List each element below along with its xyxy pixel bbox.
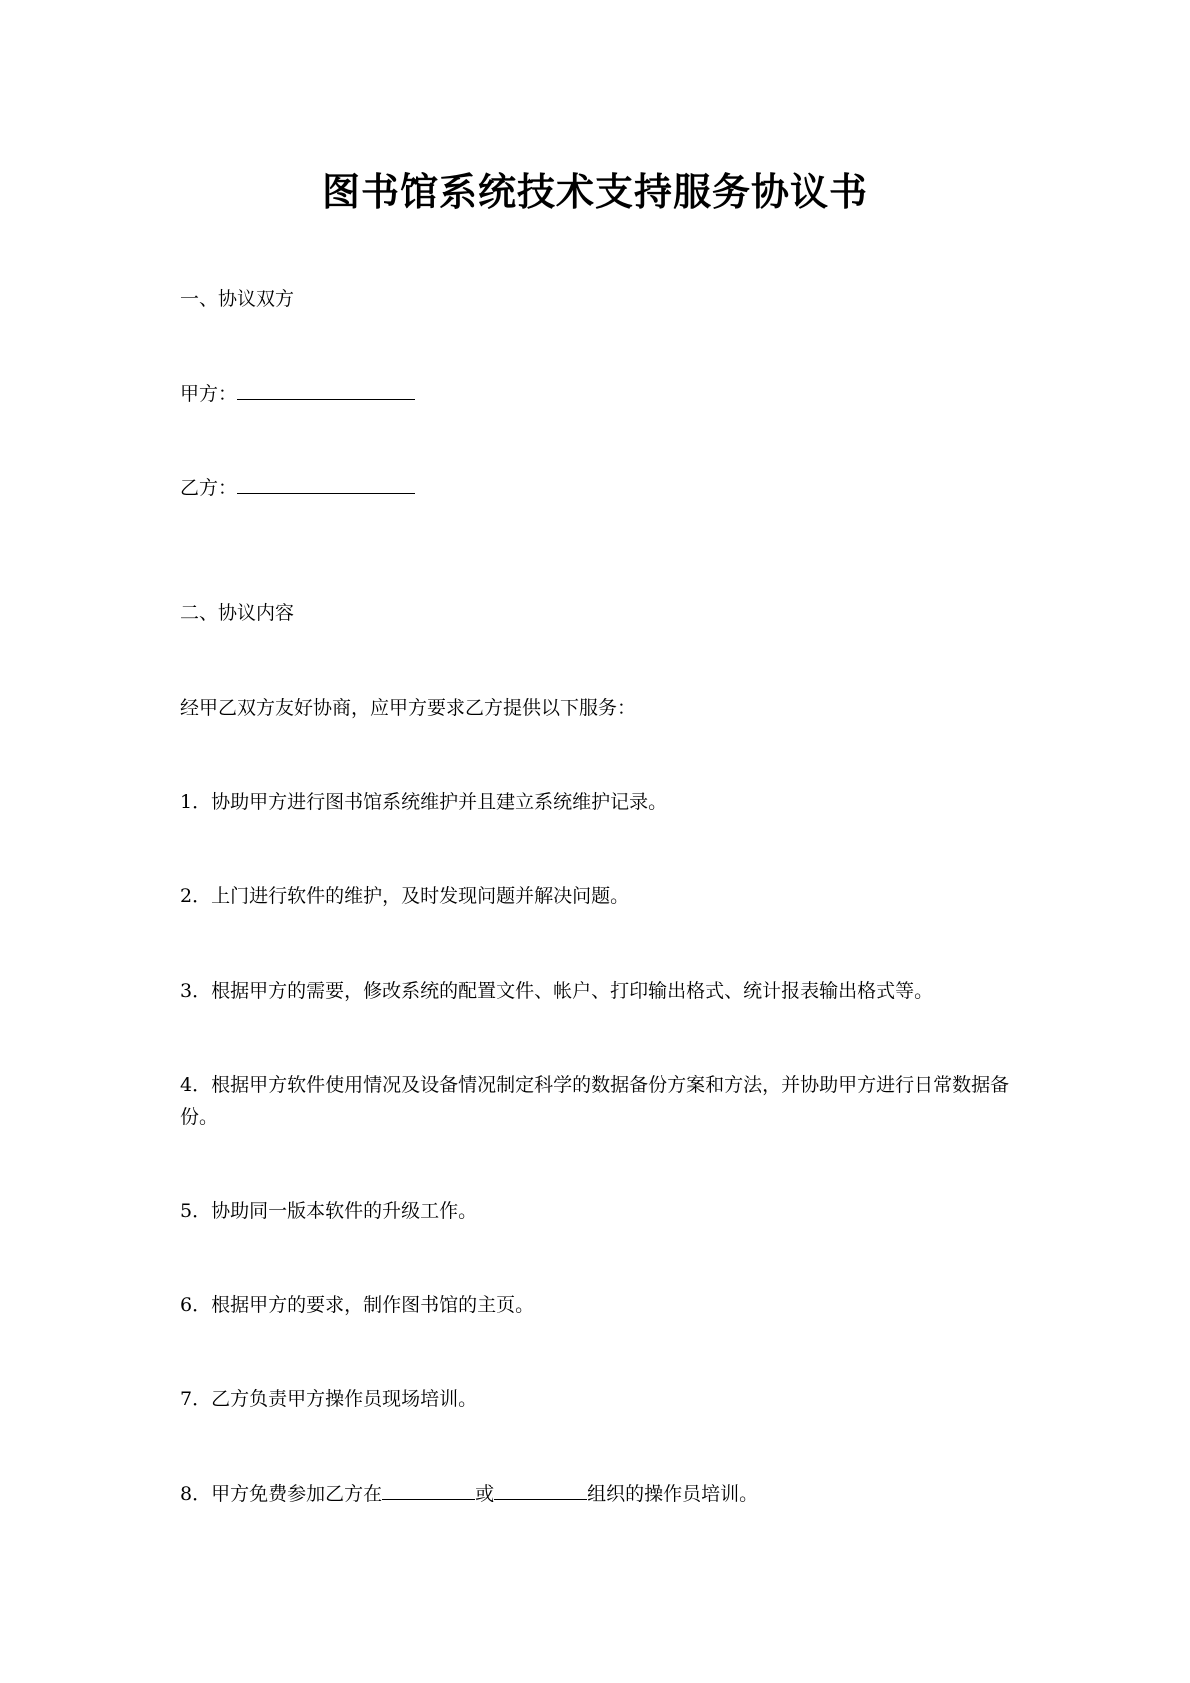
section-2-heading: 二、协议内容 [180,602,295,624]
item-8-middle: 或 [475,1483,495,1505]
document-title: 图书馆系统技术支持服务协议书 [321,169,868,214]
list-item-8 [180,1478,1030,1510]
list-item-3: 3．根据甲方的需要，修改系统的配置文件、帐户、打印输出格式、统计报表输出格式等。 [180,980,934,1002]
party-b-label: 乙方： [180,477,238,499]
party-a-line [180,378,1030,410]
list-item-1: 1．协助甲方进行图书馆系统维护并且建立系统维护记录。 [180,791,668,813]
party-b-line [180,472,1030,504]
list-item-4: 4．根据甲方软件使用情况及设备情况制定科学的数据备份方案和方法，并协助甲方进行日常数据备份。 [180,1074,1010,1128]
party-a-blank[interactable] [237,381,415,400]
list-item-2: 2．上门进行软件的维护，及时发现问题并解决问题。 [180,885,630,907]
party-a-label: 甲方： [180,383,238,405]
list-item-5: 5．协助同一版本软件的升级工作。 [180,1200,478,1222]
party-b-blank[interactable] [237,475,415,494]
list-item-6: 6．根据甲方的要求，制作图书馆的主页。 [180,1294,535,1316]
section-1-heading: 一、协议双方 [180,288,295,310]
section-2-intro: 经甲乙双方友好协商，应甲方要求乙方提供以下服务： [180,697,637,719]
training-location-blank-2[interactable] [494,1481,587,1500]
list-item-7: 7．乙方负责甲方操作员现场培训。 [180,1388,478,1410]
item-8-suffix: 组织的操作员培训。 [587,1483,759,1505]
training-location-blank-1[interactable] [382,1481,475,1500]
item-8-prefix: 8．甲方免费参加乙方在 [180,1483,383,1505]
